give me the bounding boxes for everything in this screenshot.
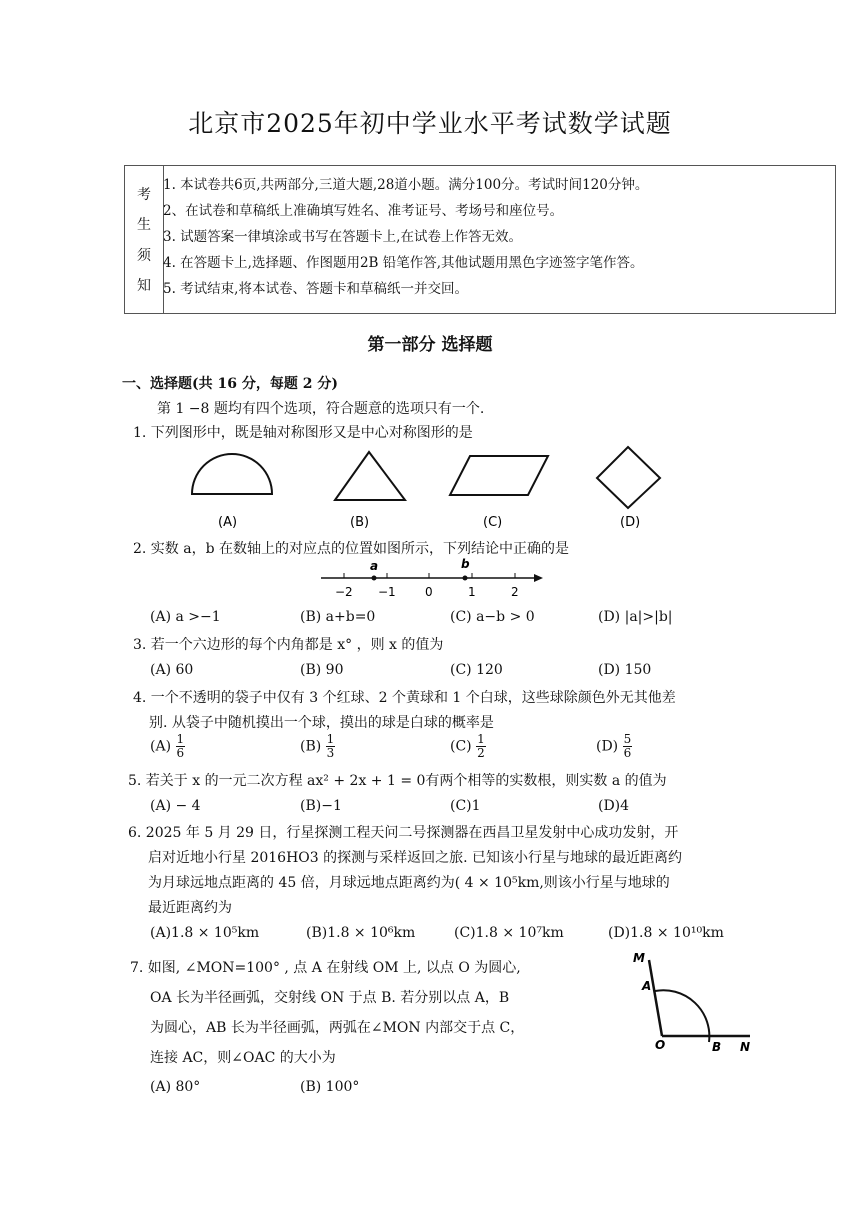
point-b: [463, 576, 468, 581]
option: (D)1.8 × 10¹⁰km: [608, 925, 724, 941]
point-label-A: A: [642, 979, 652, 993]
option: (B) $\frac{1}{3}$: [300, 732, 335, 760]
tick-label: 2: [511, 585, 519, 599]
figure-label: (A): [218, 515, 238, 530]
option: (D)4: [598, 798, 630, 814]
question-4-stem: 别. 从袋子中随机摸出一个球，摸出的球是白球的概率是: [149, 715, 494, 731]
notice-side-char: 知: [137, 278, 151, 294]
tick-label: 0: [425, 585, 433, 599]
notice-item: 2、在试卷和草稿纸上准确填写姓名、准考证号、考场号和座位号。: [163, 203, 564, 219]
triangle-shape: [335, 452, 405, 500]
angle-figure: [625, 950, 760, 1060]
point-label-B: B: [712, 1040, 722, 1054]
option: (C) a−b > 0: [450, 609, 535, 625]
diamond-shape: [597, 447, 660, 508]
option: (B)−1: [300, 798, 342, 814]
point-a-label: a: [370, 559, 379, 573]
question-7-stem: OA 长为半径画弧，交射线 ON 于点 B. 若分别以点 A，B: [150, 990, 510, 1006]
question-4-stem: 4. 一个不透明的袋子中仅有 3 个红球、2 个黄球和 1 个白球，这些球除颜色外无其他差: [133, 690, 676, 706]
figure-label: (C): [483, 515, 503, 530]
question-5-stem: 5. 若关于 x 的一元二次方程 ax² + 2x + 1 = 0有两个相等的实数根，则实数 a 的值为: [128, 773, 667, 789]
notice-side-char: 考: [137, 187, 151, 203]
question-7-stem: 为圆心，AB 长为半径画弧，两弧在∠MON 内部交于点 C，: [150, 1020, 525, 1036]
notice-item: 3. 试题答案一律填涂或书写在答题卡上,在试卷上作答无效。: [163, 229, 522, 245]
point-label-O: O: [655, 1038, 666, 1052]
tick-label: −2: [335, 585, 353, 599]
option: (D) |a|>|b|: [598, 609, 673, 625]
part-heading: 第一部分 选择题: [367, 335, 493, 355]
point-label-N: N: [740, 1040, 751, 1054]
option: (C) 120: [450, 662, 503, 678]
question-1-figures: [180, 440, 750, 535]
point-b-label: b: [461, 558, 470, 571]
option: (D) 150: [598, 662, 652, 678]
option: (A)1.8 × 10⁵km: [150, 925, 260, 941]
notice-side-label: [125, 166, 164, 313]
option: (A) a >−1: [150, 609, 221, 625]
notice-item: 5. 考试结束,将本试卷、答题卡和草稿纸一并交回。: [163, 281, 468, 297]
notice-item: 1. 本试卷共6页,共两部分,三道大题,28道小题。满分100分。考试时间120分钟。: [163, 177, 649, 193]
question-2-stem: 2. 实数 a，b 在数轴上的对应点的位置如图所示，下列结论中正确的是: [133, 541, 570, 557]
point-label-M: M: [633, 951, 645, 965]
option: (C) $\frac{1}{2}$: [450, 732, 485, 760]
option: (B) a+b=0: [300, 609, 376, 625]
notice-side-char: 生: [137, 217, 151, 233]
figure-label: (B): [350, 515, 370, 530]
question-1-stem: 1. 下列图形中，既是轴对称图形又是中心对称图形的是: [133, 425, 473, 441]
tick-label: −1: [378, 585, 396, 599]
section-heading: 一、选择题(共 16 分，每题 2 分): [122, 376, 338, 392]
question-6-stem: 启对近地小行星 2016HO3 的探测与采样返回之旅. 已知该小行星与地球的最近距离约: [148, 850, 683, 866]
semicircle-shape: [192, 454, 272, 494]
question-7-stem: 7. 如图, ∠MON=100° , 点 A 在射线 OM 上, 以点 O 为圆心,: [130, 960, 521, 976]
page-title: 北京市2025年初中学业水平考试数学试题: [188, 109, 672, 138]
question-7-stem: 连接 AC，则∠OAC 的大小为: [150, 1050, 336, 1066]
option: (C)1.8 × 10⁷km: [454, 925, 564, 941]
option: (D) $\frac{5}{6}$: [596, 732, 632, 760]
exam-notice-box: [124, 165, 836, 314]
figure-label: (D): [620, 515, 641, 530]
question-6-stem: 最近距离约为: [148, 900, 232, 916]
option: (A) − 4: [150, 798, 201, 814]
option: (B) 100°: [300, 1079, 360, 1095]
option: (A) 80°: [150, 1079, 201, 1095]
option: (B)1.8 × 10⁶km: [306, 925, 416, 941]
option: (B) 90: [300, 662, 344, 678]
option: (C)1: [450, 798, 481, 814]
number-line-figure: [315, 558, 550, 600]
point-a: [372, 576, 377, 581]
question-6-stem: 为月球远地点距离的 45 倍，月球远地点距离约为( 4 × 10⁵km,则该小行星与地球的: [148, 875, 670, 891]
notice-side-char: 须: [137, 248, 151, 264]
option: (A) $\frac{1}{6}$: [150, 732, 185, 760]
section-intro: 第 1 −8 题均有四个选项，符合题意的选项只有一个.: [157, 401, 485, 417]
option: (A) 60: [150, 662, 194, 678]
question-3-stem: 3. 若一个六边形的每个内角都是 x° ，则 x 的值为: [133, 637, 444, 653]
notice-item: 4. 在答题卡上,选择题、作图题用2B 铅笔作答,其他试题用黑色字迹签字笔作答。: [163, 255, 644, 271]
question-6-stem: 6. 2025 年 5 月 29 日，行星探测工程天问二号探测器在西昌卫星发射中心成功发射，开: [128, 825, 679, 841]
tick-label: 1: [468, 585, 476, 599]
parallelogram-shape: [450, 456, 548, 495]
